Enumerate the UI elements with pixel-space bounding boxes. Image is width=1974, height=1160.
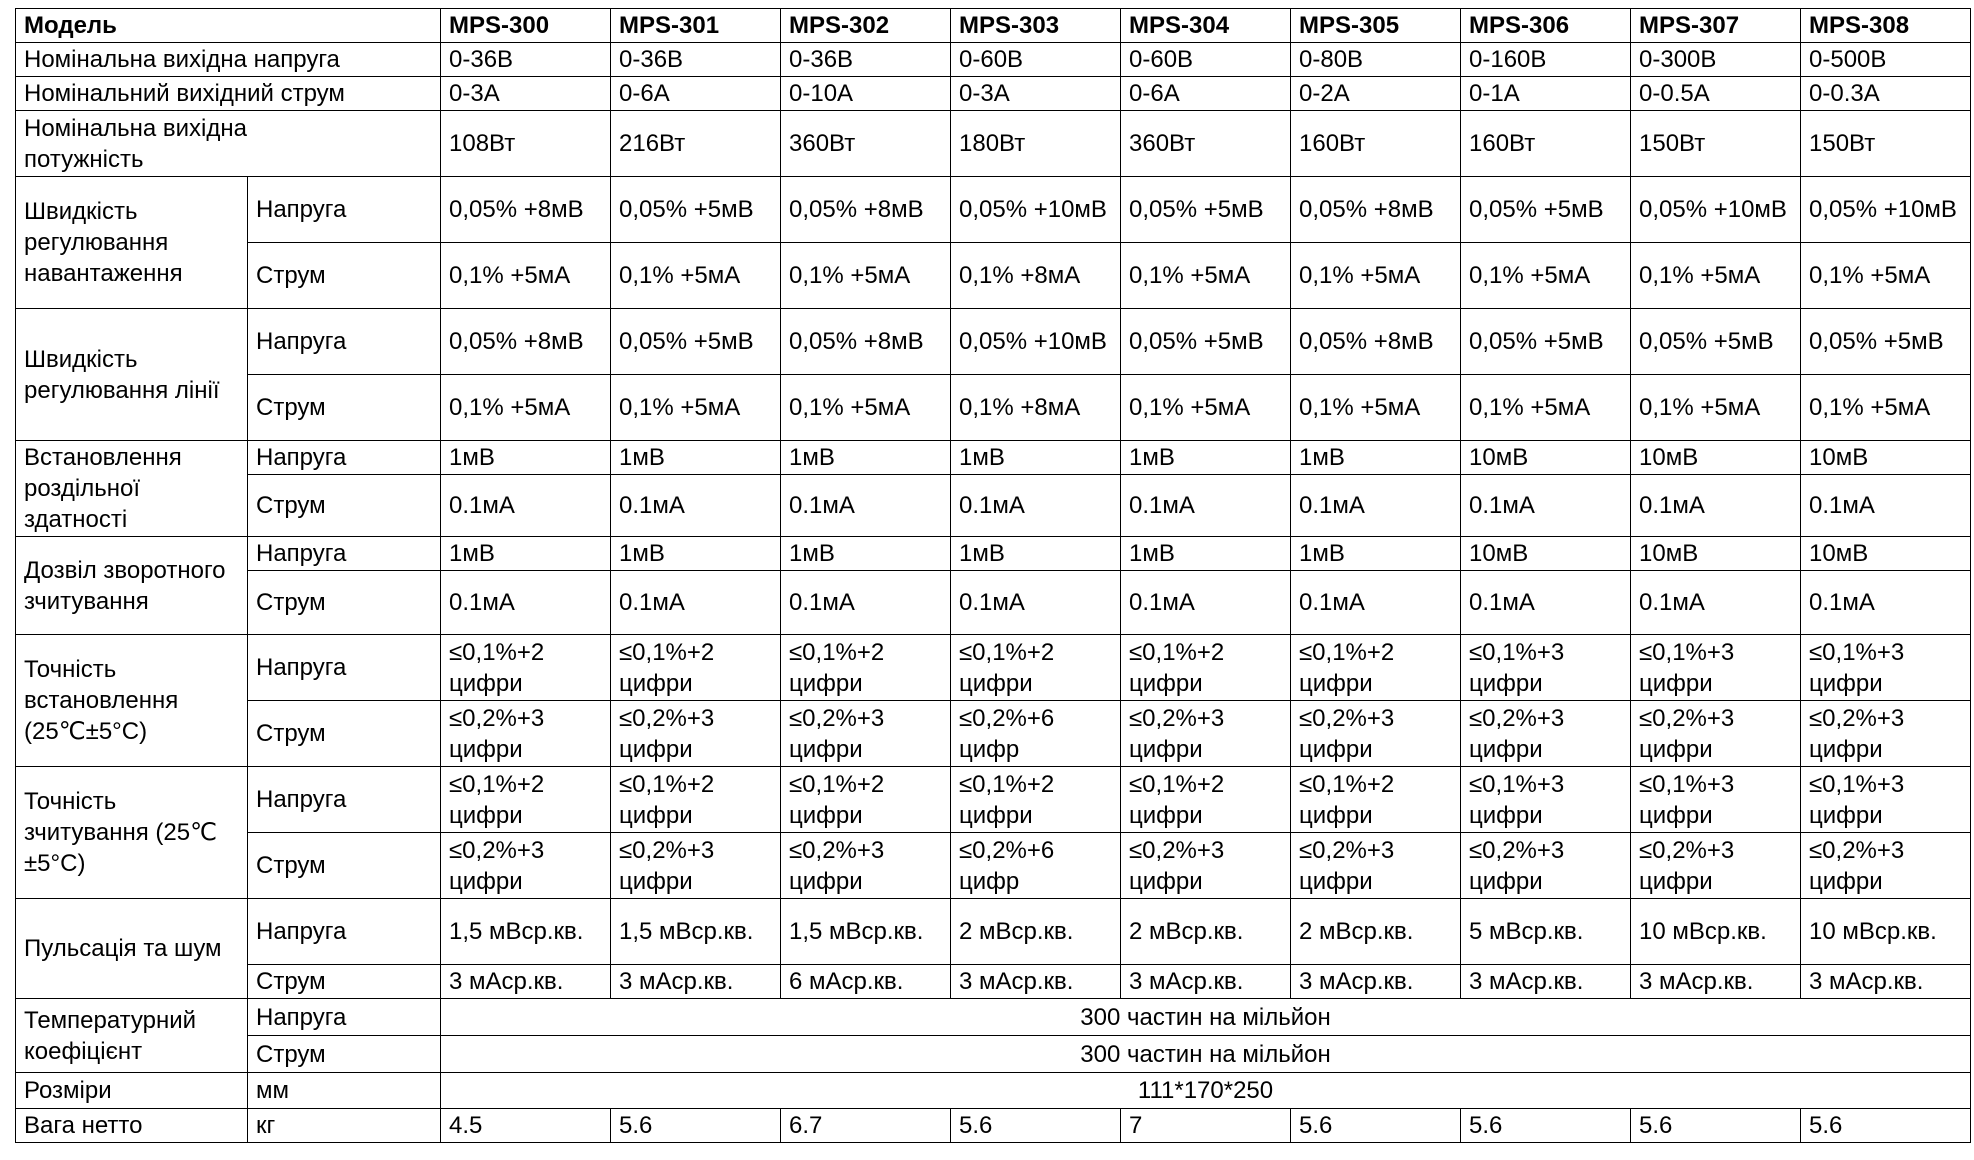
table-cell: ≤0,1%+3 цифри <box>1801 635 1971 701</box>
table-cell: 0-6А <box>611 77 781 111</box>
table-row <box>16 899 1971 965</box>
table-cell: 0.1мА <box>611 571 781 635</box>
table-cell: 0,1% +5мА <box>1631 375 1801 441</box>
table-cell: 5.6 <box>951 1109 1121 1143</box>
table-cell: 3 мАср.кв. <box>1121 965 1291 999</box>
spec-table <box>15 8 1971 1143</box>
table-row <box>16 701 1971 767</box>
table-cell: 0-36В <box>441 43 611 77</box>
table-cell: 3 мАср.кв. <box>611 965 781 999</box>
table-cell: ≤0,2%+3 цифри <box>441 833 611 899</box>
table-cell: 10 мВср.кв. <box>1631 899 1801 965</box>
row-label: Точність зчитування (25℃±5°C) <box>16 767 248 899</box>
unit-label: кг <box>248 1109 441 1143</box>
table-cell: 0.1мА <box>1631 475 1801 537</box>
table-cell: 10мВ <box>1461 441 1631 475</box>
table-cell: ≤0,1%+2 цифри <box>1121 635 1291 701</box>
table-cell: ≤0,2%+3 цифри <box>1801 833 1971 899</box>
table-cell: 0,05% +8мВ <box>441 309 611 375</box>
table-cell: 0-60В <box>951 43 1121 77</box>
table-cell: 0-0.5А <box>1631 77 1801 111</box>
table-cell: 0,05% +10мВ <box>951 177 1121 243</box>
table-cell: ≤0,1%+2 цифри <box>781 635 951 701</box>
table-row <box>16 43 1971 77</box>
table-cell: 1мВ <box>1121 441 1291 475</box>
table-cell: ≤0,1%+2 цифри <box>951 767 1121 833</box>
table-row <box>16 77 1971 111</box>
table-cell: 0,1% +5мА <box>1461 375 1631 441</box>
table-cell: 1,5 мВср.кв. <box>781 899 951 965</box>
table-cell: ≤0,1%+3 цифри <box>1631 767 1801 833</box>
table-cell: 0-3А <box>951 77 1121 111</box>
table-cell: 6.7 <box>781 1109 951 1143</box>
table-cell: 0,05% +5мВ <box>611 309 781 375</box>
table-cell: ≤0,2%+3 цифри <box>1631 833 1801 899</box>
sub-label: Струм <box>248 375 441 441</box>
sub-label: Напруга <box>248 899 441 965</box>
table-cell: ≤0,2%+3 цифри <box>1461 833 1631 899</box>
table-cell: 3 мАср.кв. <box>441 965 611 999</box>
table-cell: ≤0,2%+3 цифри <box>1291 833 1461 899</box>
table-cell: 0,05% +8мВ <box>781 309 951 375</box>
model-name: MPS-305 <box>1291 9 1461 43</box>
table-cell: 0,1% +5мА <box>611 243 781 309</box>
table-cell: 0,05% +5мВ <box>1121 177 1291 243</box>
table-cell: 1мВ <box>1291 537 1461 571</box>
table-cell: ≤0,2%+3 цифри <box>1291 701 1461 767</box>
model-name: MPS-301 <box>611 9 781 43</box>
table-cell: 5.6 <box>1801 1109 1971 1143</box>
table-cell: 2 мВср.кв. <box>1121 899 1291 965</box>
table-cell: 6 мАср.кв. <box>781 965 951 999</box>
table-row <box>16 375 1971 441</box>
table-cell: 0-60В <box>1121 43 1291 77</box>
table-cell: 10мВ <box>1801 537 1971 571</box>
sub-label: Напруга <box>248 999 441 1036</box>
sub-label: Напруга <box>248 177 441 243</box>
table-cell: 2 мВср.кв. <box>951 899 1121 965</box>
row-label: Встановлення роздільної здатності <box>16 441 248 537</box>
table-row <box>16 475 1971 537</box>
model-name: MPS-307 <box>1631 9 1801 43</box>
table-cell: 0,1% +5мА <box>781 375 951 441</box>
row-label: Номінальна вихідна напруга <box>16 43 441 77</box>
table-cell: 0.1мА <box>441 475 611 537</box>
table-cell: 1мВ <box>441 441 611 475</box>
table-row <box>16 965 1971 999</box>
table-cell: 360Вт <box>781 111 951 177</box>
row-label: Номінальна вихідна потужність <box>16 111 441 177</box>
table-cell: 0.1мА <box>1291 475 1461 537</box>
table-cell: 1мВ <box>781 537 951 571</box>
table-cell: 0,05% +8мВ <box>781 177 951 243</box>
table-cell: ≤0,1%+2 цифри <box>1121 767 1291 833</box>
table-cell: 1мВ <box>1121 537 1291 571</box>
table-cell: 0-300В <box>1631 43 1801 77</box>
table-cell: 0-3А <box>441 77 611 111</box>
row-label: Температурний коефіцієнт <box>16 999 248 1073</box>
table-cell: 0,1% +5мА <box>1291 243 1461 309</box>
table-cell: 0,1% +5мА <box>441 243 611 309</box>
sub-label: Напруга <box>248 537 441 571</box>
model-label: Модель <box>16 9 441 43</box>
table-cell: ≤0,2%+6 цифр <box>951 833 1121 899</box>
table-cell: ≤0,2%+3 цифри <box>611 701 781 767</box>
table-cell: ≤0,1%+3 цифри <box>1631 635 1801 701</box>
table-cell: 2 мВср.кв. <box>1291 899 1461 965</box>
table-cell: ≤0,1%+3 цифри <box>1461 635 1631 701</box>
table-cell: 0-0.3А <box>1801 77 1971 111</box>
row-label: Швидкість регулювання навантаження <box>16 177 248 309</box>
model-name: MPS-303 <box>951 9 1121 43</box>
table-row <box>16 1109 1971 1143</box>
row-label: Швидкість регулювання лінії <box>16 309 248 441</box>
table-cell: 150Вт <box>1801 111 1971 177</box>
table-cell: 4.5 <box>441 1109 611 1143</box>
table-row <box>16 1073 1971 1109</box>
table-cell: 0-10А <box>781 77 951 111</box>
table-row <box>16 1036 1971 1073</box>
model-name: MPS-300 <box>441 9 611 43</box>
table-cell: 0,05% +8мВ <box>441 177 611 243</box>
sub-label: Струм <box>248 571 441 635</box>
sub-label: Струм <box>248 243 441 309</box>
table-cell: 3 мАср.кв. <box>1801 965 1971 999</box>
table-cell: 0.1мА <box>1121 475 1291 537</box>
model-name: MPS-304 <box>1121 9 1291 43</box>
table-cell: 0.1мА <box>951 571 1121 635</box>
table-cell: 216Вт <box>611 111 781 177</box>
table-cell: ≤0,1%+2 цифри <box>441 767 611 833</box>
table-cell: 3 мАср.кв. <box>1291 965 1461 999</box>
table-cell: 0,05% +8мВ <box>1291 309 1461 375</box>
table-row <box>16 441 1971 475</box>
table-cell: 10мВ <box>1631 537 1801 571</box>
table-cell: 360Вт <box>1121 111 1291 177</box>
table-cell: ≤0,2%+3 цифри <box>611 833 781 899</box>
table-row <box>16 571 1971 635</box>
table-cell: ≤0,2%+3 цифри <box>1801 701 1971 767</box>
table-cell: 5.6 <box>611 1109 781 1143</box>
table-cell: 0.1мА <box>1461 571 1631 635</box>
table-cell: ≤0,2%+3 цифри <box>781 833 951 899</box>
table-row <box>16 833 1971 899</box>
table-cell: 0.1мА <box>951 475 1121 537</box>
table-cell: 0,05% +5мВ <box>1631 309 1801 375</box>
table-cell: 1мВ <box>1291 441 1461 475</box>
table-row <box>16 243 1971 309</box>
table-cell: 111*170*250 <box>441 1073 1971 1109</box>
table-cell: 0,1% +5мА <box>1121 375 1291 441</box>
table-row <box>16 537 1971 571</box>
table-cell: 0,05% +5мВ <box>1461 177 1631 243</box>
table-cell: ≤0,1%+2 цифри <box>611 635 781 701</box>
table-row <box>16 177 1971 243</box>
table-cell: 0,1% +5мА <box>1801 243 1971 309</box>
table-cell: 0,1% +5мА <box>611 375 781 441</box>
table-row <box>16 767 1971 833</box>
table-cell: 10 мВср.кв. <box>1801 899 1971 965</box>
table-cell: 0,05% +5мВ <box>1121 309 1291 375</box>
table-cell: ≤0,1%+2 цифри <box>441 635 611 701</box>
table-cell: 0,05% +10мВ <box>1631 177 1801 243</box>
table-cell: 1мВ <box>611 441 781 475</box>
table-cell: 0-1А <box>1461 77 1631 111</box>
table-cell: 0.1мА <box>611 475 781 537</box>
table-cell: 0.1мА <box>1801 571 1971 635</box>
table-cell: 300 частин на мільйон <box>441 999 1971 1036</box>
table-cell: 0.1мА <box>1121 571 1291 635</box>
sub-label: Напруга <box>248 635 441 701</box>
table-cell: 0,05% +5мВ <box>1801 309 1971 375</box>
table-cell: ≤0,2%+3 цифри <box>781 701 951 767</box>
table-cell: 1мВ <box>781 441 951 475</box>
table-cell: ≤0,1%+3 цифри <box>1801 767 1971 833</box>
table-row <box>16 111 1971 177</box>
table-cell: 0,1% +8мА <box>951 375 1121 441</box>
header-row <box>16 9 1971 43</box>
unit-label: мм <box>248 1073 441 1109</box>
row-label: Вага нетто <box>16 1109 248 1143</box>
table-cell: ≤0,1%+3 цифри <box>1461 767 1631 833</box>
row-label: Розміри <box>16 1073 248 1109</box>
sub-label: Струм <box>248 475 441 537</box>
table-cell: 0,05% +10мВ <box>951 309 1121 375</box>
table-cell: 0-6А <box>1121 77 1291 111</box>
table-cell: 10мВ <box>1461 537 1631 571</box>
table-cell: 0,1% +8мА <box>951 243 1121 309</box>
sub-label: Напруга <box>248 767 441 833</box>
table-cell: 160Вт <box>1461 111 1631 177</box>
sub-label: Напруга <box>248 309 441 375</box>
table-row <box>16 635 1971 701</box>
table-cell: 0-36В <box>781 43 951 77</box>
table-cell: 10мВ <box>1631 441 1801 475</box>
table-cell: 0.1мА <box>1801 475 1971 537</box>
table-cell: ≤0,1%+2 цифри <box>1291 635 1461 701</box>
table-cell: 0.1мА <box>781 475 951 537</box>
table-cell: ≤0,2%+3 цифри <box>1121 701 1291 767</box>
table-cell: 0,1% +5мА <box>1801 375 1971 441</box>
table-cell: 5.6 <box>1631 1109 1801 1143</box>
table-cell: 0,1% +5мА <box>1631 243 1801 309</box>
table-cell: 5.6 <box>1461 1109 1631 1143</box>
sub-label: Струм <box>248 1036 441 1073</box>
table-cell: 7 <box>1121 1109 1291 1143</box>
table-cell: ≤0,1%+2 цифри <box>1291 767 1461 833</box>
table-cell: 150Вт <box>1631 111 1801 177</box>
table-cell: ≤0,2%+3 цифри <box>1461 701 1631 767</box>
table-cell: 0-2А <box>1291 77 1461 111</box>
model-name: MPS-306 <box>1461 9 1631 43</box>
row-label: Дозвіл зворотного зчитування <box>16 537 248 635</box>
table-cell: 0.1мА <box>1291 571 1461 635</box>
table-cell: 0-36В <box>611 43 781 77</box>
table-cell: ≤0,2%+3 цифри <box>1631 701 1801 767</box>
table-cell: 0.1мА <box>1461 475 1631 537</box>
sub-label: Струм <box>248 701 441 767</box>
table-cell: 0,05% +5мВ <box>1461 309 1631 375</box>
sub-label: Струм <box>248 833 441 899</box>
row-label: Пульсація та шум <box>16 899 248 999</box>
table-cell: 1мВ <box>611 537 781 571</box>
table-cell: 0,1% +5мА <box>781 243 951 309</box>
table-cell: 0,05% +10мВ <box>1801 177 1971 243</box>
table-cell: 3 мАср.кв. <box>951 965 1121 999</box>
table-cell: 0,1% +5мА <box>1461 243 1631 309</box>
table-cell: 0,05% +8мВ <box>1291 177 1461 243</box>
table-cell: 0.1мА <box>441 571 611 635</box>
row-label: Номінальний вихідний струм <box>16 77 441 111</box>
table-cell: ≤0,2%+3 цифри <box>1121 833 1291 899</box>
table-cell: 1мВ <box>441 537 611 571</box>
table-cell: 180Вт <box>951 111 1121 177</box>
table-cell: ≤0,2%+3 цифри <box>441 701 611 767</box>
model-name: MPS-308 <box>1801 9 1971 43</box>
table-cell: 108Вт <box>441 111 611 177</box>
row-label: Точність встановлення (25℃±5°C) <box>16 635 248 767</box>
table-cell: 0,1% +5мА <box>1291 375 1461 441</box>
table-cell: 5.6 <box>1291 1109 1461 1143</box>
table-cell: ≤0,1%+2 цифри <box>781 767 951 833</box>
table-cell: 160Вт <box>1291 111 1461 177</box>
table-cell: 0.1мА <box>781 571 951 635</box>
table-cell: 0-160В <box>1461 43 1631 77</box>
table-cell: 3 мАср.кв. <box>1461 965 1631 999</box>
table-row <box>16 999 1971 1036</box>
table-cell: 0-80В <box>1291 43 1461 77</box>
table-cell: 0,1% +5мА <box>441 375 611 441</box>
table-cell: 1мВ <box>951 441 1121 475</box>
table-cell: 300 частин на мільйон <box>441 1036 1971 1073</box>
table-cell: 1мВ <box>951 537 1121 571</box>
sub-label: Напруга <box>248 441 441 475</box>
table-cell: 0.1мА <box>1631 571 1801 635</box>
table-cell: ≤0,1%+2 цифри <box>951 635 1121 701</box>
table-cell: ≤0,2%+6 цифр <box>951 701 1121 767</box>
table-cell: 3 мАср.кв. <box>1631 965 1801 999</box>
table-row <box>16 309 1971 375</box>
model-name: MPS-302 <box>781 9 951 43</box>
sub-label: Струм <box>248 965 441 999</box>
table-cell: 0,1% +5мА <box>1121 243 1291 309</box>
table-cell: 1,5 мВср.кв. <box>611 899 781 965</box>
table-cell: 5 мВср.кв. <box>1461 899 1631 965</box>
table-cell: 1,5 мВср.кв. <box>441 899 611 965</box>
table-cell: 0-500В <box>1801 43 1971 77</box>
table-cell: ≤0,1%+2 цифри <box>611 767 781 833</box>
table-cell: 0,05% +5мВ <box>611 177 781 243</box>
table-cell: 10мВ <box>1801 441 1971 475</box>
